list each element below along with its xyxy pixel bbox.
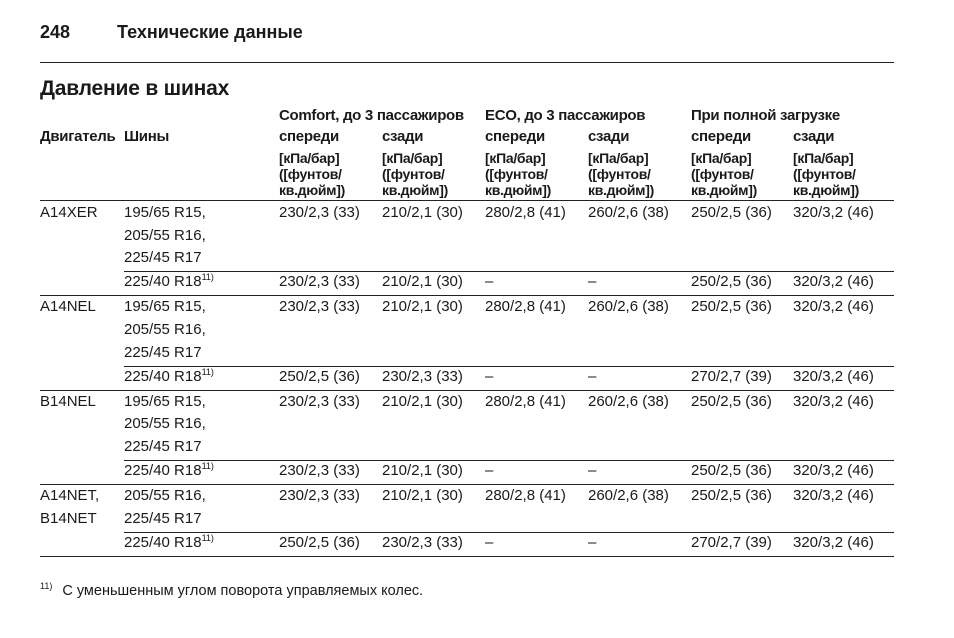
pressure-value: 230/2,3 (33) [279,204,360,221]
tire-size: 195/65 R15, 205/55 R16, 225/45 R17 [124,298,206,361]
pressure-value: – [485,273,494,291]
footnote-ref: 11) [201,366,214,377]
pressure-value: 260/2,6 (38) [588,392,669,410]
row-rule [124,271,894,272]
front-header: спереди [485,128,545,145]
pressure-value: 320/3,2 (46) [793,204,874,221]
pressure-value: 260/2,6 (38) [588,204,669,221]
pressure-value: 280/2,8 (41) [485,392,566,410]
running-title: Технические данные [117,22,303,42]
footnote-ref: 11) [201,532,214,543]
section-rule [40,556,894,557]
section-title: Давление в шинах [40,77,230,100]
pressure-value: 260/2,6 (38) [588,487,669,505]
pressure-value: 280/2,8 (41) [485,204,566,221]
pressure-value: 230/2,3 (33) [382,367,463,385]
pressure-value: 210/2,1 (30) [382,273,463,291]
pressure-value: 250/2,5 (36) [691,298,772,316]
pressure-value: 320/3,2 (46) [793,367,874,385]
pressure-value: 210/2,1 (30) [382,487,463,505]
engine-name: A14XER [40,204,98,221]
unit-header: [кПа/бар] ([фунтов/ кв.дюйм]) [793,150,859,198]
tire-size: 195/65 R15, 205/55 R16, 225/45 R17 [124,392,206,455]
tire-size: 225/40 R18$^{11)}$ [124,366,214,385]
unit-header: [кПа/бар] ([фунтов/ кв.дюйм]) [485,150,551,198]
pressure-value: – [485,367,494,385]
page-header [40,20,894,63]
pressure-value: 320/3,2 (46) [793,487,874,505]
engine-name: A14NEL [40,298,96,316]
pressure-value: 270/2,7 (39) [691,367,772,385]
tire-size: 225/40 R18$^{11)}$ [124,532,214,551]
pressure-value: – [588,273,597,291]
pressure-value: 320/3,2 (46) [793,462,874,480]
pressure-value: 250/2,5 (36) [691,487,772,505]
pressure-value: 250/2,5 (36) [279,533,360,551]
tire-size: 225/40 R18$^{11)}$ [124,272,214,291]
row-rule [124,532,894,533]
pressure-value: – [588,367,597,385]
footnote-mark: 11) [40,581,53,591]
engine-name: B14NEL [40,392,96,410]
pressure-value: 230/2,3 (33) [279,273,360,291]
footnote [40,583,423,599]
row-rule [124,460,894,461]
pressure-value: 210/2,1 (30) [382,462,463,480]
pressure-value: 280/2,8 (41) [485,298,566,316]
front-header: спереди [691,128,751,145]
pressure-value: – [588,533,597,551]
pressure-value: 250/2,5 (36) [691,273,772,291]
rear-header: сзади [382,128,424,145]
pressure-value: 210/2,1 (30) [382,392,463,410]
pressure-value: 230/2,3 (33) [279,392,360,410]
pressure-value: – [485,462,494,480]
pressure-value: – [485,533,494,551]
pressure-value: 230/2,3 (33) [382,533,463,551]
tire-size: 225/40 R18$^{11)}$ [124,461,214,480]
unit-header: [кПа/бар] ([фунтов/ кв.дюйм]) [691,150,757,198]
engine-header: Двигатель [40,128,116,145]
group-header: ECO, до 3 пассажиров [485,107,646,124]
unit-header: [кПа/бар] ([фунтов/ кв.дюйм]) [588,150,654,198]
footnote-text: С уменьшенным углом поворота управляемых колес. [62,583,424,599]
pressure-value: 320/3,2 (46) [793,298,874,316]
unit-header: [кПа/бар] ([фунтов/ кв.дюйм]) [382,150,448,198]
front-header: спереди [279,128,339,145]
tire-size: 205/55 R16, 225/45 R17 [124,487,206,527]
pressure-value: 210/2,1 (30) [382,204,463,221]
unit-header: [кПа/бар] ([фунтов/ кв.дюйм]) [279,150,345,198]
pressure-value: 320/3,2 (46) [793,533,874,551]
group-header: При полной загрузке [691,107,840,124]
pressure-value: 230/2,3 (33) [279,298,360,316]
page-number: 248 [40,22,71,42]
pressure-value: 250/2,5 (36) [279,367,360,385]
pressure-value: 270/2,7 (39) [691,533,772,551]
header-rule [40,200,894,201]
engine-name: A14NET, B14NET [40,487,100,527]
pressure-value: 230/2,3 (33) [279,462,360,480]
pressure-value: 210/2,1 (30) [382,298,463,316]
pressure-value: – [588,462,597,480]
footnote-ref: 11) [201,272,214,283]
rear-header: сзади [588,128,630,145]
pressure-value: 280/2,8 (41) [485,487,566,505]
pressure-value: 260/2,6 (38) [588,298,669,316]
tire-size: 195/65 R15, 205/55 R16, 225/45 R17 [124,204,206,267]
footnote-ref: 11) [201,461,214,472]
group-header: Comfort, до 3 пассажиров [279,107,464,124]
row-rule [124,366,894,367]
tires-header: Шины [124,128,169,145]
pressure-value: 250/2,5 (36) [691,462,772,480]
pressure-value: 250/2,5 (36) [691,204,772,221]
pressure-value: 320/3,2 (46) [793,273,874,291]
pressure-value: 320/3,2 (46) [793,392,874,410]
pressure-value: 250/2,5 (36) [691,392,772,410]
pressure-value: 230/2,3 (33) [279,487,360,505]
rear-header: сзади [793,128,835,145]
